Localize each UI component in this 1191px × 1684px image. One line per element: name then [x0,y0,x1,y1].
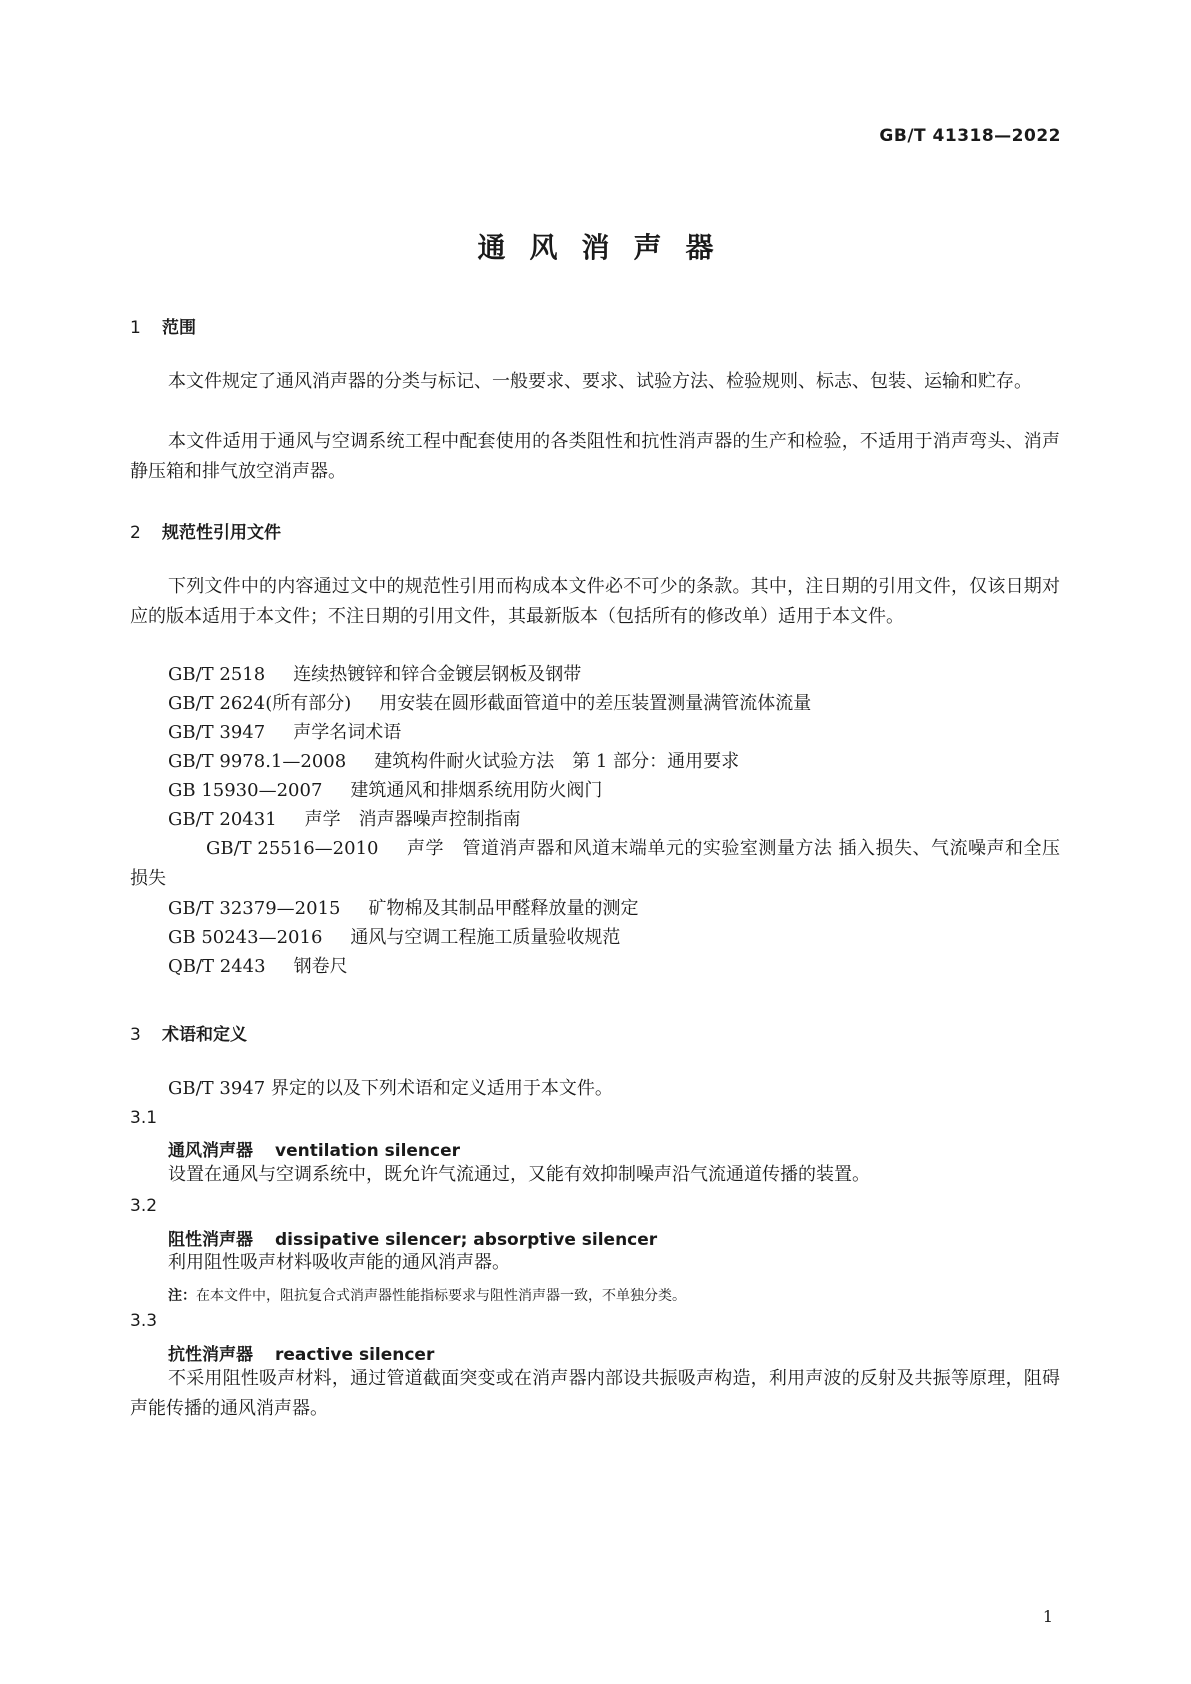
term-entry [168,1136,460,1161]
reference-title: 建筑构件耐火试验方法 第 1 部分：通用要求 [374,751,740,772]
reference-code: GB/T 9978.1—2008 [168,751,347,772]
reference-code: GB/T 2518 [168,664,266,685]
standard-code: GB/T 41318—2022 [879,126,1061,146]
reference-code: QB/T 2443 [168,956,266,977]
term-entry [168,1340,434,1365]
term-en: reactive silencer [275,1345,435,1365]
reference-item [168,776,1060,806]
section-number: 1 [130,318,141,338]
term-en: ventilation silencer [275,1141,461,1161]
reference-code: GB/T 20431 [168,809,277,830]
section-number: 3 [130,1025,141,1045]
clause-number: 3.1 [130,1108,158,1128]
section-heading-normative-references [130,518,281,543]
reference-item [168,747,1060,777]
reference-title: 通风与空调工程施工质量验收规范 [350,927,621,948]
reference-item [168,894,1060,924]
reference-title: 建筑通风和排烟系统用防火阀门 [350,780,603,801]
reference-title: 用安装在圆形截面管道中的差压装置测量满管流体流量 [379,693,812,714]
scope-paragraph-1: 本文件规定了通风消声器的分类与标记、一般要求、要求、试验方法、检验规则、标志、包装、运输和贮存。 [168,371,1032,392]
term-definition: 不采用阻性吸声材料，通过管道截面突变或在消声器内部设共振吸声构造，利用声波的反射及共振等原理，阻碍声能传播的通风消声器。 [130,1368,1060,1419]
reference-item [130,834,1060,894]
reference-code: GB/T 25516—2010 [206,838,379,859]
document-title: 通风消声器 [477,231,738,264]
reference-item [168,923,1060,953]
term-zh: 抗性消声器 [168,1345,253,1365]
reference-item [168,805,1060,835]
term-definition: 设置在通风与空调系统中，既允许气流通过，又能有效抑制噪声沿气流通道传播的装置。 [168,1164,870,1185]
terms-intro: GB/T 3947 界定的以及下列术语和定义适用于本文件。 [168,1078,613,1099]
reference-item [168,952,1060,982]
section-number: 2 [130,523,141,543]
reference-item [168,660,1060,690]
references-intro: 下列文件中的内容通过文中的规范性引用而构成本文件必不可少的条款。其中，注日期的引用文件，仅该日期对应的版本适用于本文件；不注日期的引用文件，其最新版本（包括所有的修改单）适用于本文件。 [130,576,1060,627]
term-zh: 通风消声器 [168,1141,253,1161]
reference-item [168,718,1060,748]
reference-title: 钢卷尺 [293,956,348,977]
section-title: 范围 [162,318,196,338]
term-note [168,1285,686,1305]
reference-code: GB 50243—2016 [168,927,323,948]
term-en: dissipative silencer; absorptive silencer [275,1230,658,1250]
clause-number: 3.3 [130,1311,158,1331]
reference-code: GB/T 32379—2015 [168,898,341,919]
page-number: 1 [1042,1607,1053,1626]
reference-title: 声学 消声器噪声控制指南 [304,809,521,830]
scope-paragraph-2: 本文件适用于通风与空调系统工程中配套使用的各类阻性和抗性消声器的生产和检验，不适用于消声弯头、消声静压箱和排气放空消声器。 [130,431,1060,482]
note-label: 注： [168,1288,196,1304]
term-zh: 阻性消声器 [168,1230,253,1250]
term-entry [168,1225,657,1250]
section-title: 术语和定义 [162,1025,247,1045]
reference-code: GB/T 3947 [168,722,266,743]
reference-title: 连续热镀锌和锌合金镀层钢板及钢带 [293,664,582,685]
reference-code: GB 15930—2007 [168,780,323,801]
section-heading-scope [130,313,196,338]
reference-title: 矿物棉及其制品甲醛释放量的测定 [368,898,639,919]
reference-title: 声学名词术语 [293,722,402,743]
note-text: 在本文件中，阻抗复合式消声器性能指标要求与阻性消声器一致，不单独分类。 [196,1288,686,1304]
clause-number: 3.2 [130,1196,158,1216]
term-definition: 利用阻性吸声材料吸收声能的通风消声器。 [168,1252,510,1273]
section-title: 规范性引用文件 [162,523,281,543]
reference-title: 声学 管道消声器和风道末端单元的实验室测量方法 插入损失、气流噪声和全压损失 [130,838,1060,889]
section-heading-terms [130,1020,247,1045]
reference-code: GB/T 2624(所有部分) [168,693,352,714]
reference-item [168,689,1060,719]
